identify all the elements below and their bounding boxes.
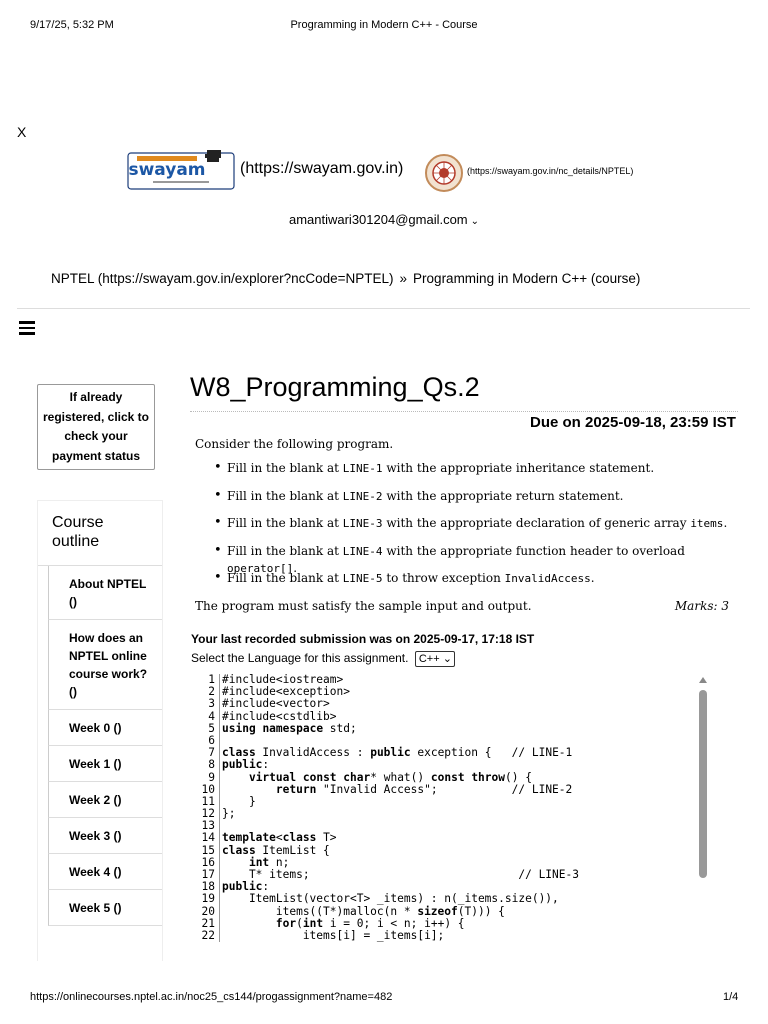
svg-text:swayam: swayam xyxy=(128,160,206,180)
line-number: 1 xyxy=(196,674,220,686)
code-text[interactable]: #include<iostream> xyxy=(222,674,344,686)
code-text[interactable]: ItemList(vector<T> _items) : n(_items.size()), xyxy=(222,892,559,906)
swayam-link[interactable]: (https://swayam.gov.in) xyxy=(240,160,404,177)
code-text[interactable]: for(int i = 0; i < n; i++) { xyxy=(275,916,465,930)
code-line[interactable] xyxy=(196,869,696,881)
question-footer-text: The program must satisfy the sample input and output. xyxy=(195,598,532,613)
line-number: 10 xyxy=(196,784,220,796)
print-url: https://onlinecourses.nptel.ac.in/noc25_cs144/progassignment?name=482 xyxy=(30,991,393,1003)
code-line[interactable] xyxy=(196,784,696,796)
code-text[interactable]: T* items; // LINE-3 xyxy=(222,868,579,881)
nptel-link[interactable]: (https://swayam.gov.in/nc_details/NPTEL) xyxy=(467,166,634,176)
line-number: 3 xyxy=(196,698,220,710)
code-text[interactable]: items((T*)malloc(n * sizeof(T))) { xyxy=(222,904,505,918)
code-text[interactable]: } xyxy=(222,794,256,808)
question-intro: Consider the following program. xyxy=(195,437,394,451)
code-text[interactable]: using namespace std; xyxy=(222,721,357,735)
language-select[interactable]: C++ ⌄ xyxy=(415,651,455,667)
outline-item-week-3[interactable]: Week 3 () xyxy=(48,818,162,854)
line-number: 16 xyxy=(196,857,220,869)
language-prompt: Select the Language for this assignment. xyxy=(191,651,409,666)
account-email: amantiwari301204@gmail.com xyxy=(288,212,468,227)
nptel-logo[interactable] xyxy=(424,153,464,193)
line-number: 21 xyxy=(196,918,220,930)
code-text[interactable]: virtual const char* what() const throw() { xyxy=(248,770,532,784)
language-row xyxy=(191,651,455,667)
line-number: 17 xyxy=(196,869,220,881)
code-line[interactable] xyxy=(196,747,696,759)
scroll-up-arrow-icon[interactable] xyxy=(699,677,707,683)
code-text[interactable]: items[i] = _items[i]; xyxy=(222,928,445,942)
last-submission: Your last recorded submission was on 2025-09-17, 17:18 IST xyxy=(191,632,535,646)
course-outline xyxy=(37,500,163,961)
line-number: 13 xyxy=(196,820,220,832)
line-number: 18 xyxy=(196,881,220,893)
code-line[interactable] xyxy=(196,808,696,820)
code-text[interactable]: int n; xyxy=(248,855,290,869)
code-text[interactable]: public: xyxy=(222,758,270,772)
question-bullets xyxy=(195,460,735,598)
bullet-item: • Fill in the blank at LINE-3 with the appropriate declaration of generic array items. xyxy=(227,515,735,543)
bullet-item: • Fill in the blank at LINE-5 to throw exception InvalidAccess. xyxy=(227,570,735,598)
outline-item-week-0[interactable]: Week 0 () xyxy=(48,710,162,746)
code-text[interactable]: template<class T> xyxy=(222,831,337,845)
code-editor[interactable] xyxy=(196,674,712,950)
close-button[interactable]: X xyxy=(17,124,27,140)
bullet-item: • Fill in the blank at LINE-4 with the appropriate function header to overload operator[]. xyxy=(227,543,735,571)
code-text[interactable]: #include<exception> xyxy=(222,685,350,699)
code-line[interactable] xyxy=(196,930,696,942)
code-text[interactable]: #include<cstdlib> xyxy=(222,709,337,723)
print-date: 9/17/25, 5:32 PM xyxy=(30,19,114,31)
marks-label: Marks: 3 xyxy=(674,598,729,613)
breadcrumb xyxy=(51,271,640,286)
line-number: 4 xyxy=(196,711,220,723)
line-number: 5 xyxy=(196,723,220,735)
outline-item-week-2[interactable]: Week 2 () xyxy=(48,782,162,818)
due-date: Due on 2025-09-18, 23:59 IST xyxy=(530,414,736,431)
outline-item-week-1[interactable]: Week 1 () xyxy=(48,746,162,782)
code-text[interactable]: }; xyxy=(222,807,236,821)
outline-item-week-5[interactable]: Week 5 () xyxy=(48,890,162,926)
bullet-item: • Fill in the blank at LINE-1 with the appropriate inheritance statement. xyxy=(227,460,735,488)
payment-status-button[interactable] xyxy=(37,384,155,470)
line-number: 20 xyxy=(196,906,220,918)
breadcrumb-root-link[interactable]: NPTEL (https://swayam.gov.in/explorer?ncCode=NPTEL) xyxy=(51,271,394,286)
bullet-item: • Fill in the blank at LINE-2 with the appropriate return statement. xyxy=(227,488,735,516)
line-number: 14 xyxy=(196,832,220,844)
outline-item-week-4[interactable]: Week 4 () xyxy=(48,854,162,890)
line-number: 22 xyxy=(196,930,220,942)
chevron-down-icon: ⌄ xyxy=(442,653,452,665)
print-title: Programming in Modern C++ - Course xyxy=(290,19,478,31)
line-number: 15 xyxy=(196,845,220,857)
outline-item-how-it-works[interactable]: How does an NPTEL online course work? () xyxy=(48,620,162,710)
code-line[interactable] xyxy=(196,723,696,735)
assignment-title: W8_Programming_Qs.2 xyxy=(190,372,480,402)
code-line[interactable] xyxy=(196,796,696,808)
code-text[interactable]: return "Invalid Access"; // LINE-2 xyxy=(275,782,573,796)
line-number: 7 xyxy=(196,747,220,759)
line-number: 8 xyxy=(196,759,220,771)
code-lines[interactable] xyxy=(196,674,696,942)
question-text xyxy=(195,437,735,613)
code-text[interactable]: public: xyxy=(222,880,270,894)
print-page-number: 1/4 xyxy=(723,991,739,1003)
breadcrumb-current: Programming in Modern C++ (course) xyxy=(413,271,641,286)
hamburger-menu-icon[interactable] xyxy=(19,321,35,335)
line-number: 6 xyxy=(196,735,220,747)
breadcrumb-separator: » xyxy=(399,271,408,286)
scrollbar-thumb[interactable] xyxy=(699,690,707,878)
line-number: 19 xyxy=(196,893,220,905)
outline-item-about-nptel[interactable]: About NPTEL () xyxy=(48,566,162,620)
code-text[interactable]: class ItemList { xyxy=(222,843,330,857)
account-menu[interactable] xyxy=(0,212,768,227)
payment-status-label: If already registered, click to check your payment status xyxy=(42,390,150,463)
question-footer xyxy=(195,599,735,613)
title-divider xyxy=(190,411,738,412)
swayam-logo[interactable] xyxy=(127,148,237,192)
chevron-down-icon: ⌄ xyxy=(470,216,480,227)
line-number: 11 xyxy=(196,796,220,808)
code-text[interactable]: class InvalidAccess : public exception { // LINE-1 xyxy=(222,746,573,760)
line-number: 9 xyxy=(196,772,220,784)
course-outline-title: Course outline xyxy=(38,501,162,566)
line-number: 12 xyxy=(196,808,220,820)
header-divider xyxy=(17,308,750,309)
editor-scrollbar[interactable] xyxy=(696,674,710,950)
code-text[interactable]: #include<vector> xyxy=(222,697,330,711)
line-number: 2 xyxy=(196,686,220,698)
